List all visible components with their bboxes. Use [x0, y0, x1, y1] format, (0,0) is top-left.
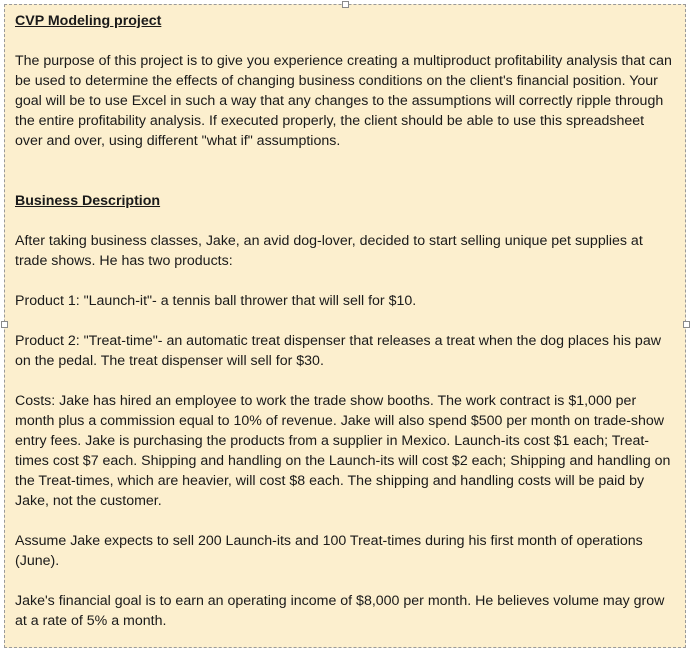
resize-handle-right[interactable] [683, 321, 690, 328]
costs-paragraph: Costs: Jake has hired an employee to work the trade show booths. The work contract is $1,000 per month plus a commission equal to 10% of revenue. Jake will also spend $500 per month on trade-show entry fees. Jake is purchasing the products from a supplier in Mexico. Launch-its cost $1 each; Treat-times cost $7 each. Shipping and handling on the Launch-its will cost $2 each; Shipping and handling on the Treat-times, which are heavier, will cost $8 each. The shipping and handling costs will be paid by Jake, not the customer. [15, 393, 671, 509]
document-title: CVP Modeling project [15, 13, 162, 29]
product2-paragraph: Product 2: "Treat-time"- an automatic treat dispenser that releases a treat when the dog places his paw on the pedal. The treat dispenser will sell for $30. [15, 333, 661, 369]
resize-handle-top[interactable] [342, 1, 349, 8]
product1-paragraph: Product 1: "Launch-it"- a tennis ball thrower that will sell for $10. [15, 293, 417, 309]
background-paragraph: After taking business classes, Jake, an avid dog-lover, decided to start selling unique pet supplies at trade shows. He has two products: [15, 233, 643, 269]
section-heading: Business Description [15, 193, 161, 209]
text-box[interactable] [4, 4, 686, 648]
goal-paragraph: Jake's financial goal is to earn an operating income of $8,000 per month. He believes volume may grow at a rate of 5% a month. [15, 593, 665, 629]
sales-paragraph: Assume Jake expects to sell 200 Launch-its and 100 Treat-times during his first month of operations (June). [15, 533, 643, 569]
intro-paragraph: The purpose of this project is to give you experience creating a multiproduct profitability analysis that can be used to determine the effects of changing business conditions on the client's financial position. Your goal will be to use Excel in such a way that any changes to the assumptions will correctly ripple through the entire profitability analysis. If executed properly, the client should be able to use this spreadsheet over and over, using different "what if" assumptions. [15, 53, 672, 149]
resize-handle-left[interactable] [1, 321, 8, 328]
